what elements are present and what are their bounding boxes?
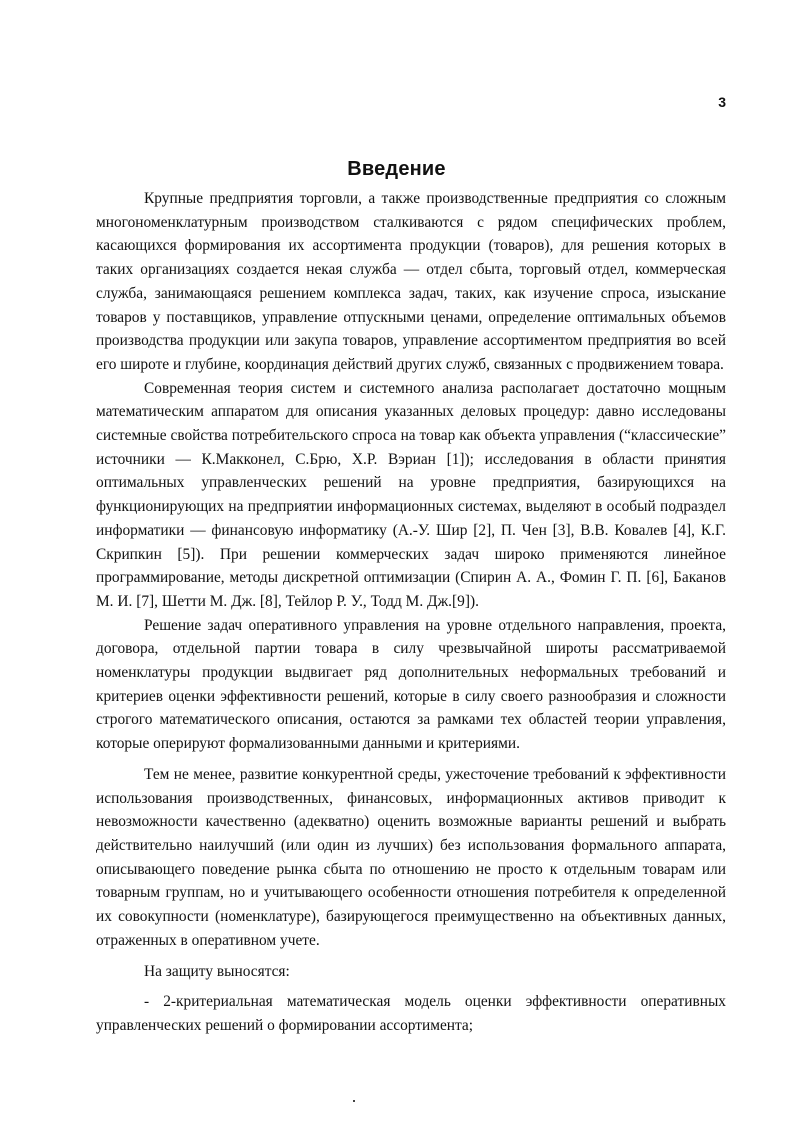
paragraph-operational: Решение задач оперативного управления на уровне отдельного направления, проекта, договора, отдельной партии товара в силу чрезвычайной широты рассматриваемой номенклатуры продукции выдвигает ряд дополнительных неформальных требований и критериев оценки эффективности решений, которые в силу своего разнообразия и сложности строгого математического описания, остаются за рамками тех областей теории управления, которые оперируют формализованными данными и критериями.	[96, 616, 726, 753]
paragraph-defense-heading: На защиту выносятся:	[144, 962, 290, 980]
page-number: 3	[718, 94, 726, 110]
scan-speck	[353, 1100, 355, 1102]
paragraph-theory: Современная теория систем и системного анализа располагает достаточно мощным математическим аппаратом для описания указанных деловых процедур: давно исследованы системные свойства потребительского спроса на товар как объекта управления (“классические” источники — К.Макконел, С.Брю, Х.Р. Вэриан [1]); исследования в области принятия оптимальных управленческих решений на уровне предприятия, базирующихся на функционирующих на предприятии информационных системах, выделяют в особый подраздел информатики — финансовую информатику (А.-У. Шир [2], П. Чен [3], В.В. Ковалев [4], К.Г. Скрипкин [5]). При решении коммерческих задач широко применяются линейное программирование, методы дискретной оптимизации (Спирин А. А., Фомин Г. П. [6], Баканов М. И. [7], Шетти М. Дж. [8], Тейлор Р. У., Тодд М. Дж.[9]).	[96, 379, 726, 610]
paragraph-intro: Крупные предприятия торговли, а также производственные предприятия со сложным многономенклатурным производством сталкиваются с рядом специфических проблем, касающихся формирования их ассортимента продукции (товаров), для решения которых в таких организациях создается некая служба — отдел сбыта, торговый отдел, коммерческая служба, занимающаяся решением комплекса задач, таких, как изучение спроса, изыскание товаров у поставщиков, управление отпускными ценами, определение оптимальных объемов производства продукции или закупа товаров, управление ассортиментом предприятия во всей его широте и глубине, координация действий других служб, связанных с продвижением товара.	[96, 190, 726, 373]
list-item: - 2-критериальная математическая модель оценки эффективности оперативных управленческих решений о формировании ассортимента;	[96, 993, 726, 1034]
document-body	[96, 187, 726, 1038]
page-title: Введение	[347, 158, 446, 180]
paragraph-competition: Тем не менее, развитие конкурентной среды, ужесточение требований к эффективности использования производственных, финансовых, информационных активов приводит к невозможности качественно (адекватно) оценить возможные варианты решений и выбрать действительно наилучший (или один из лучших) без использования формального аппарата, описывающего поведение рынка сбыта по отношению не просто к отдельным товарам или товарным группам, но и учитывающего особенности отношения потребителя к определенной их совокупности (номенклатуре), базирующегося преимущественно на объективных данных, отраженных в оперативном учете.	[96, 765, 726, 949]
